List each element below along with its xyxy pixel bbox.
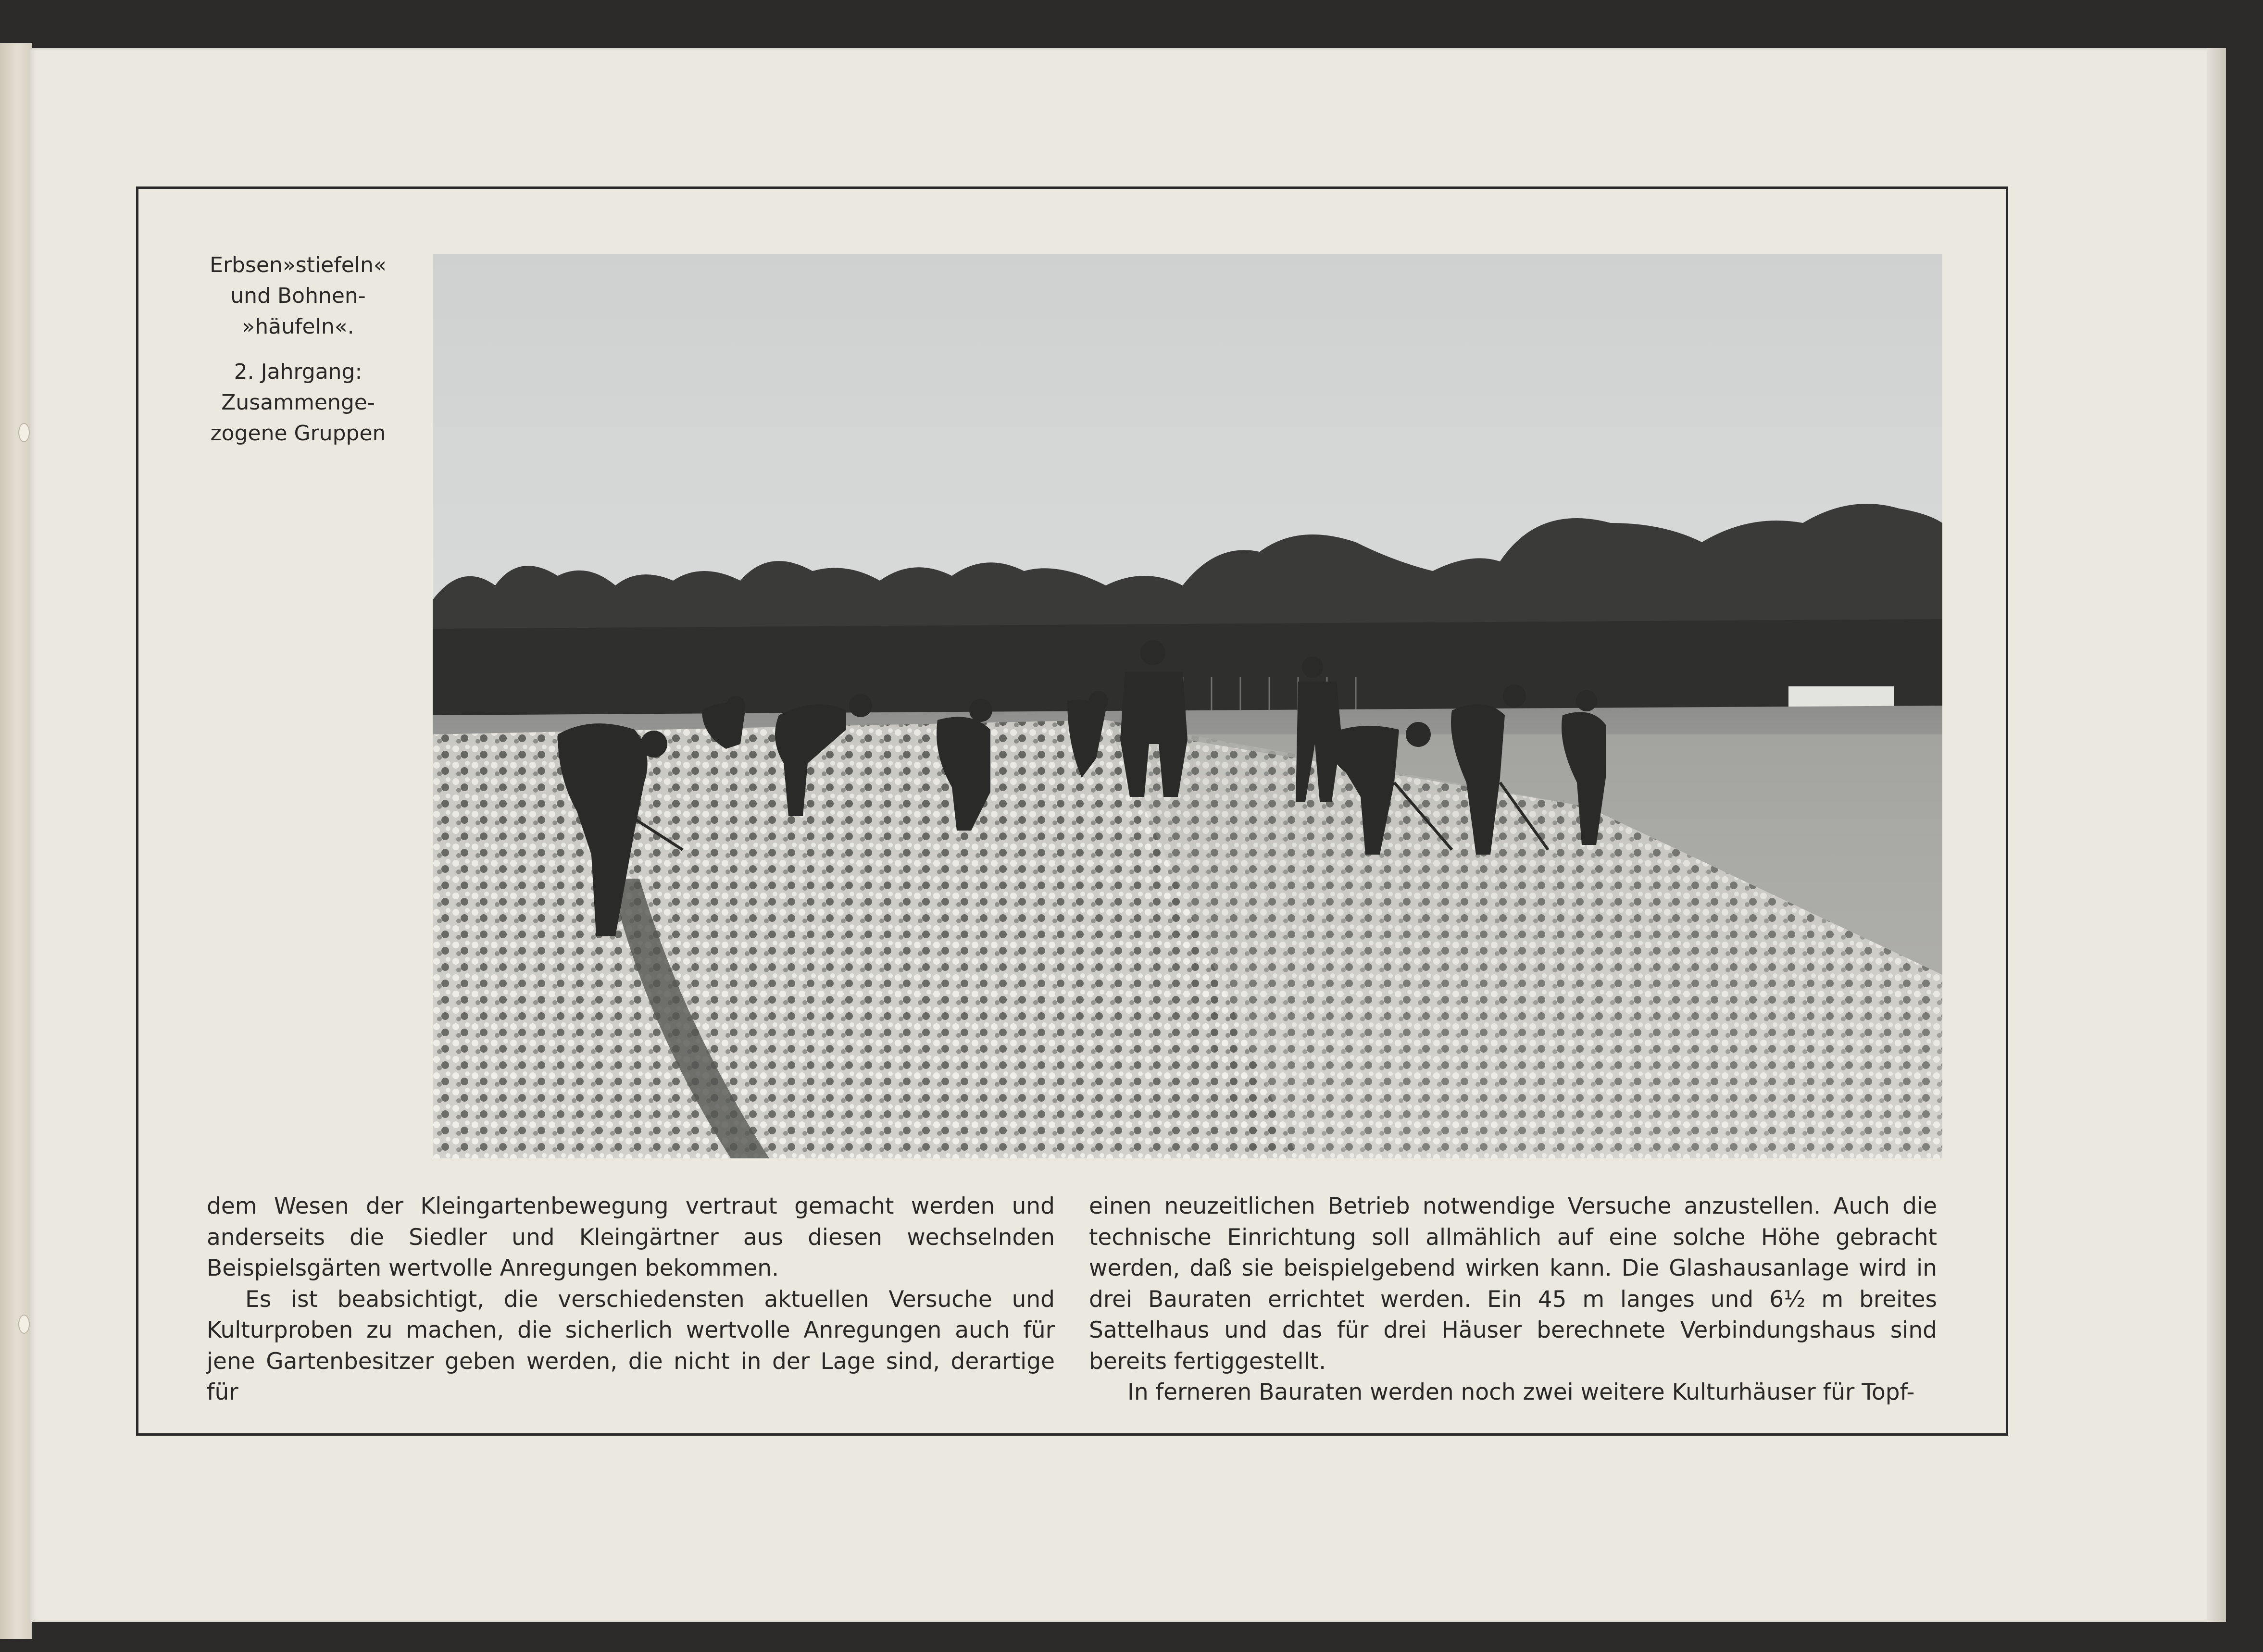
paragraph: dem Wesen der Kleingartenbewegung vertraut gemacht werden und anderseits die Siedler und Kleingärtner aus diesen wechselnden Beispielsgärten wertvolle Anregungen bekommen. xyxy=(207,1193,1055,1281)
left-page-edge xyxy=(0,43,32,1639)
text-column-right xyxy=(1089,1191,1937,1408)
caption-line: »häufeln«. xyxy=(242,314,354,339)
photo-caption xyxy=(178,250,418,449)
binding-hole xyxy=(18,423,30,442)
caption-line: und Bohnen- xyxy=(230,284,366,308)
text-column-left xyxy=(207,1191,1055,1408)
caption-line: zogene Gruppen xyxy=(210,421,386,446)
page-edge-shadow xyxy=(2207,48,2226,1622)
paragraph: einen neuzeitlichen Betrieb notwendige Versuche anzustellen. Auch die technische Einrichtung soll allmählich auf eine solche Höhe gebracht werden, daß sie beispielgebend wirken kann. Die Glashausanlage wird in drei Bauraten errichtet werden. Ein 45 m langes und 6½ m breites Sattelhaus und das für drei Häuser berechnete Verbindungshaus sind bereits fertiggestellt. xyxy=(1089,1193,1937,1375)
caption-line: Zusammenge- xyxy=(221,390,375,415)
paragraph: Es ist beabsichtigt, die verschiedensten aktuellen Versuche und Kulturproben zu machen, die sicherlich wertvolle Anregungen auch für jene Gartenbesitzer geben werden, die nicht in der Lage sind, derartige für xyxy=(207,1286,1055,1405)
caption-line: 2. Jahrgang: xyxy=(234,360,363,384)
binding-hole xyxy=(18,1315,30,1334)
field-workers-photo xyxy=(433,254,1942,1158)
caption-line: Erbsen»stiefeln« xyxy=(210,253,387,277)
paragraph: In ferneren Bauraten werden noch zwei weitere Kulturhäuser für Topf- xyxy=(1127,1379,1915,1405)
